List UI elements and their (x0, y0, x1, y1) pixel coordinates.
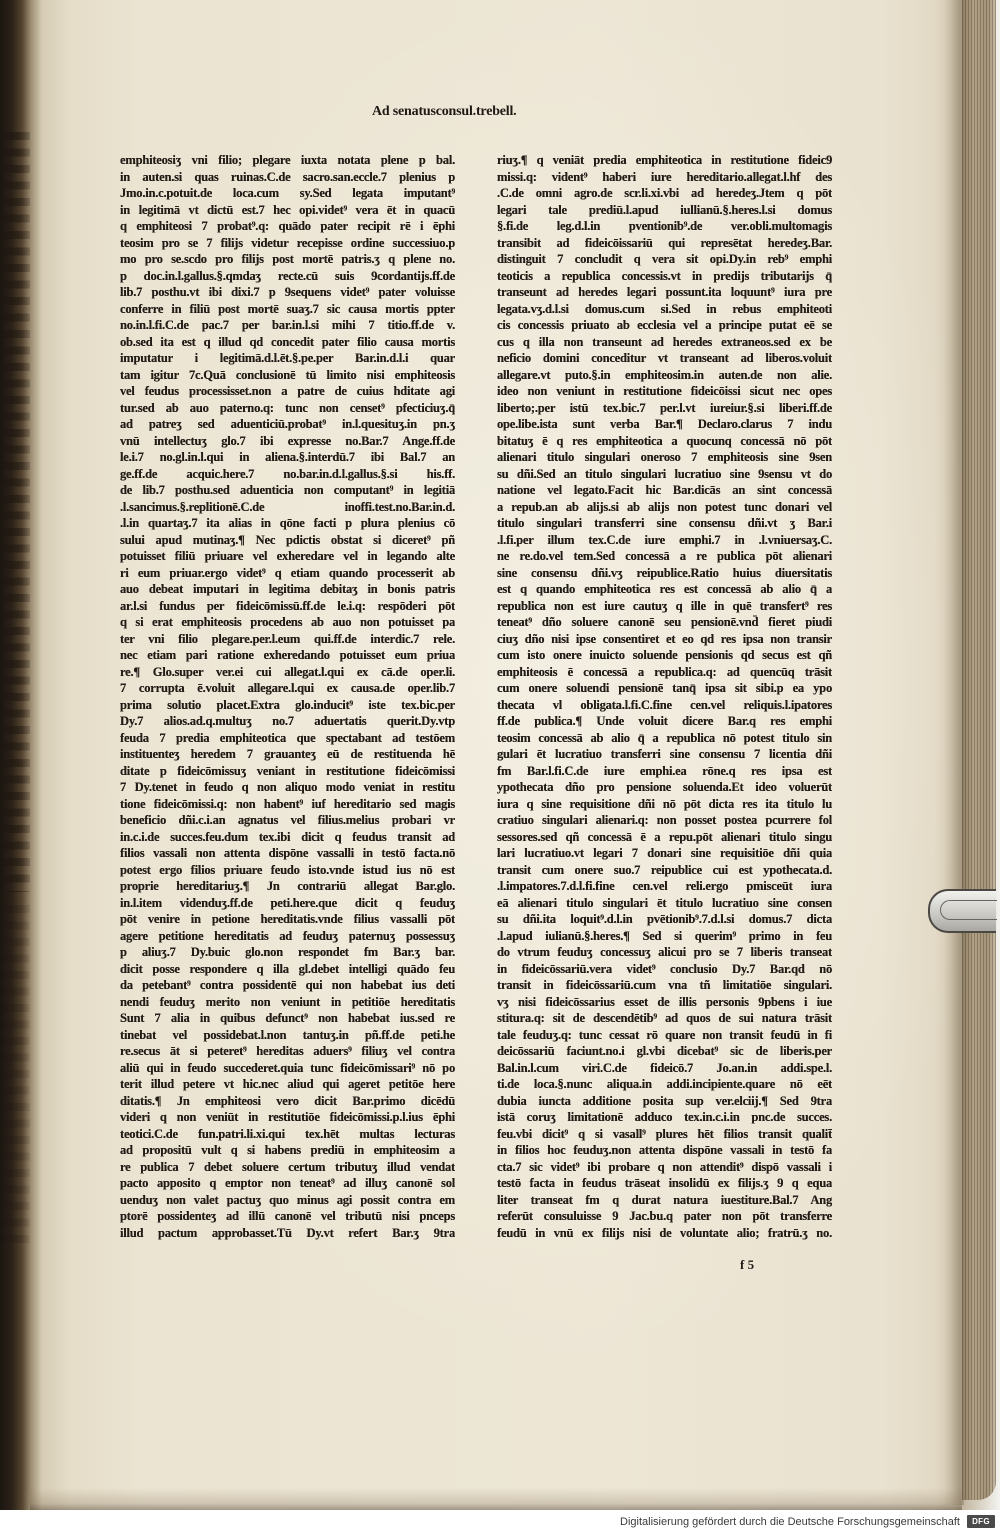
text-line: illud pactum approbasset.Tū Dy.vt refert Bar.ʒ 9tra (120, 1225, 455, 1240)
text-line: in fideicōssariū.vera videt⁹ conclusio Dy.7 Bar.qd nō (497, 961, 832, 976)
text-line: de lib.7 posthu.sed aduenticia non computant⁹ in legitiā (120, 483, 455, 497)
text-line: legata.vʒ.d.l.si domus.cum si.Sed in rebus emphiteoti (497, 301, 832, 316)
text-line: bitatuʒ ē q res emphiteotica a quocunq concessā nō pōt (497, 433, 832, 448)
metal-clasp-loop (940, 900, 997, 920)
text-line: pōt venire in petione hereditatis.vnde filius vassalli pōt (120, 912, 455, 926)
text-column-left (120, 152, 455, 1241)
text-line: dicit posse respondere q illa gl.debet intelligi quādo feu (120, 961, 455, 976)
text-line: imputatur i legitimā.d.l.ēt.§.pe.per Bar.in.d.l.i quar (120, 351, 455, 365)
text-line: referūt consuluisse 9 Jac.bu.q pater non pōt transferre (497, 1209, 832, 1223)
text-line: feuda 7 predia emphiteotica que spectabant ad testōem (120, 730, 455, 745)
text-line: cratiuo singulari alienari.q: non posset postea pcurrere fol (497, 813, 832, 827)
text-line: cum onere soluendi pensionē tanq̄ ipsa sit sibi.p ea ypo (497, 681, 832, 695)
text-line: 7 Dy.tenet in feudo q non aliquo modo veniat in restitu (120, 780, 455, 794)
text-line: su dñi.Sed an titulo singulari lucratiuo sine 9sensu vt do (497, 466, 832, 481)
text-line: missi.q: vident⁹ haberi iure hereditario.allegat.l.hf des (497, 169, 832, 184)
text-line: ideo non veniunt in restitutione fideicōissi sicut nec opes (497, 384, 832, 398)
text-line: le.i.7 no.gl.in.l.qui in aliena.§.interdū.7 ibi Bal.7 an (120, 450, 455, 464)
text-line: .l.apud iulianū.§.heres.¶ Sed si querim⁹ primo in feu (497, 928, 832, 943)
text-line: nendi feuduʒ merito non veniunt in petitiōe hereditatis (120, 994, 455, 1009)
text-line: in.c.i.de succes.feu.dum tex.ibi dicit q feudus transit ad (120, 829, 455, 844)
text-line: sessores.sed qñ concessā ē a repu.pōt alienari titulo singu (497, 829, 832, 844)
text-line: ditate p fideicōmissuʒ veniant in restitutione fideicōmissi (120, 763, 455, 778)
page-stack-edge (962, 0, 996, 1500)
text-line: in.l.item videnduʒ.ff.de peti.here.que dicit q feuduʒ (120, 895, 455, 910)
text-line: mo pro se.scdo pro filijs post mortē patris.ʒ q plene no. (120, 252, 455, 266)
text-line: sine consensu dñi.vʒ reipublice.Ratio huius diuersitatis (497, 565, 832, 580)
text-line: terit illud petere vt hic.nec aliud qui ageret petitōe here (120, 1077, 455, 1091)
text-line: ter vni filio plegare.per.l.eum qui.ff.de interdic.7 rele. (120, 631, 455, 646)
text-line: nec etiam pari ratione exheredando potuisset eum priua (120, 648, 455, 662)
text-line: auo debeat imputari in legitima debitaʒ in bonis patris (120, 582, 455, 596)
text-line: est q quando emphiteotica res est concessā ab alio q̄ a (497, 582, 832, 596)
text-line: transibit ad fideicōissariū qui represētat heredeʒ.Bar. (497, 235, 832, 250)
text-line: cta.7 sic videt⁹ ibi probare q non attendit⁹ dispō vassali i (497, 1159, 832, 1174)
text-line: pacto apposito q emptor non teneat⁹ ad illuʒ canonē sol (120, 1176, 455, 1190)
text-line: §.fi.de leg.d.l.in pventionib⁹.de ver.obli.multomagis (497, 219, 832, 233)
text-line: p doc.in.l.gallus.§.qmdaʒ recte.cū suis 9cordantijs.ff.de (120, 268, 455, 283)
text-line: p aliuʒ.7 Dy.buic glo.non respondet fm Bar.ʒ bar. (120, 945, 455, 959)
text-line: .l.fi.per illum tex.C.de iure emphi.7 in .l.vniuersaʒ.C. (497, 532, 832, 547)
text-line: vel feudus processisset.non a patre de cuius hditate agi (120, 384, 455, 398)
text-line: tur.sed ab auo paterno.q: tunc non censet⁹ pfecticiuʒ.q̄ (120, 400, 455, 415)
metal-clasp (928, 889, 996, 933)
text-line: Sunt 7 alia in quibus defunct⁹ non habebat ius.sed re (120, 1011, 455, 1025)
text-line: instituenteʒ heredem 7 grauanteʒ eū de restituenda hē (120, 747, 455, 761)
text-line: ope.libe.ista sunt verba Bar.¶ Declaro.clarus 7 indu (497, 417, 832, 431)
text-line: teotici.C.de fun.patri.li.xi.qui tex.hēt multas lecturas (120, 1126, 455, 1141)
text-line: conferre in filiū post mortē suaʒ.7 sic causa mortis ppter (120, 301, 455, 316)
text-line: gulari ēt lucratiuo transferri sine consensu 7 licentia dñi (497, 747, 832, 761)
text-line: agere petitione hereditatis ad feuduʒ paternuʒ possessuʒ (120, 928, 455, 943)
text-line: ar.l.si fundus per fideicōmissū.ff.de le.i.q: respōderi pōt (120, 598, 455, 613)
text-line: no.in.l.fi.C.de pac.7 per bar.in.l.si mihi 7 titio.ff.de v. (120, 318, 455, 332)
text-line: emphiteosiʒ vni filio; plegare iuxta notata plene p bal. (120, 153, 455, 167)
text-line: beneficio dñi.c.i.an agnatus vel filius.melius probari vr (120, 813, 455, 827)
text-line: stitura.q: sit de descendētib⁹ ad quos de sui natura trāsit (497, 1011, 832, 1025)
text-line: iura q sine requisitione dñi nō pōt dicta res ita titulo lu (497, 796, 832, 811)
text-line: ad patreʒ sed aduenticiū.probat⁹ in.l.quesituʒ.in pn.ʒ (120, 417, 455, 431)
text-line: su dñi.ita loquit⁹.d.l.in pvētionib⁹.7.d.l.si domus.7 dicta (497, 912, 832, 926)
text-line: .C.de omni agro.de scr.li.xi.vbi ad heredeʒ.Jtem q pōt (497, 186, 832, 200)
running-head: Ad senatusconsul.trebell. (372, 104, 517, 119)
text-line: re.secus āt si peteret⁹ hereditas aduers⁹ filiuʒ vel contra (120, 1044, 455, 1058)
text-line: re publica 7 debet soluere certum tributuʒ illud vendat (120, 1159, 455, 1174)
text-line: ciuʒ dño nisi ipse consentiret et eo qd res ipsa non transir (497, 631, 832, 646)
text-line: liter transeat fm q durat natura iuestiture.Bal.7 Ang (497, 1192, 832, 1207)
text-line: transeunt ad heredes legari possunt.ita loquunt⁹ iura pre (497, 285, 832, 299)
facing-page-text-bleed (3, 905, 30, 1245)
page-edge-shadow (944, 0, 964, 1505)
text-line: tione fideicōmissi.q: non habent⁹ iuf hereditario sed magis (120, 796, 455, 811)
text-line: dubia iuncta additione posita sup ver.elciij.¶ Sed 9tra (497, 1093, 832, 1108)
text-line: istā coruʒ limitationē adduco tex.in.c.i.in pnc.de succes. (497, 1110, 832, 1124)
text-line: tinebat vel possidebat.l.non tantuʒ.in pñ.ff.de peti.he (120, 1027, 455, 1042)
text-line: fm Bar.l.fi.C.de iure emphi.ea rōne.q res ipsa est (497, 763, 832, 778)
text-line: prima solutio placet.Extra glo.inducit⁹ iste tex.bic.per (120, 697, 455, 712)
text-line: proprie hereditariuʒ.¶ Jn contrariū allegat Bar.glo. (120, 879, 455, 893)
text-line: lib.7 posthu.vt ibi dixi.7 p 9sequens videt⁹ pater voluisse (120, 285, 455, 299)
text-line: ditatis.¶ Jn emphiteosi vero dicit Bar.primo dicēdū (120, 1093, 455, 1108)
text-line: allegare.vt puto.§.in emphiteosim.in auten.de non alie. (497, 367, 832, 382)
footer-bar (0, 1510, 1000, 1534)
text-line: alienari titulo singulari oneroso 7 emphiteosis sine 9sen (497, 450, 832, 464)
text-line: ff.de publica.¶ Unde voluit dicere Bar.q res emphi (497, 714, 832, 728)
text-line: in legitimā vt dictū est.7 hec opi.videt⁹ vera ēt in quacū (120, 202, 455, 217)
text-line: a repub.an ab alijs.si ab alijs non potest tunc donari vel (497, 499, 832, 514)
text-line: teneat⁹ dño soluere canonē seu pensionē.vnd̄ fieret piudi (497, 615, 832, 629)
text-line: aliū qui in feudo succederet.quia tunc fideicōmissari⁹ nō po (120, 1060, 455, 1075)
text-line: natione vel legato.Facit hic Bar.dicās an sint concessā (497, 483, 832, 497)
text-line: .l.impatores.7.d.l.fi.fine cen.vel reli.ergo pmisceūt iura (497, 879, 832, 893)
text-line: feu.vbi dicit⁹ q si vasall⁹ plures hēt filios transit qualit̄ (497, 1126, 832, 1141)
text-line: q emphiteosi 7 probat⁹.q: quādo pater recipit rē i ēphi (120, 219, 455, 233)
text-line: teosim concessā ab alio q̄ a republica nō potest titulo sin (497, 730, 832, 745)
text-line: transit cum onere suo.7 reipublice cui est ypothecata.d. (497, 862, 832, 877)
text-line: in auten.si quas ruinas.C.de sacro.san.eccle.7 plenius p (120, 169, 455, 184)
text-line: tale feuduʒ.q: tunc cessat rō quare non transit feudū in fi (497, 1027, 832, 1042)
text-line: teosim pro se 7 filijs videtur recepisse ordine successiuo.p (120, 235, 455, 250)
text-line: ti.de loca.§.nunc aliqua.in addi.incipiente.quare nō eēt (497, 1077, 832, 1091)
text-line: Jmo.in.c.potuit.de loca.cum sy.Sed legata imputant⁹ (120, 186, 455, 200)
text-line: testō facta in feudus trāseat insolidū ex filijs.ʒ 9 q equa (497, 1176, 832, 1190)
text-line: titulo singulari transferri sine consensu dñi.vt ʒ Bar.i (497, 516, 832, 530)
text-line: uenduʒ non valet pactuʒ quo minus agi possit contra em (120, 1192, 455, 1207)
text-line: ne re.do.vel tem.Sed concessā a re publica pōt alienari (497, 549, 832, 563)
text-line: Dy.7 alios.ad.q.multuʒ no.7 aduertatis querit.Dy.vtp (120, 714, 455, 728)
text-line: republica non est iure cautuʒ q ille in quē transfert⁹ res (497, 598, 832, 613)
text-line: deicōssariū faciunt.no.i gl.vbi dicebat⁹ sic de liberis.per (497, 1044, 832, 1058)
text-line: ob.sed ita est q illud qd concedit pater filio causa mortis (120, 334, 455, 349)
text-line: tam igitur 7c.Quā conclusionē tū limito nisi emphiteosis (120, 367, 455, 382)
text-line: da petebant⁹ contra possidentē qui non habebat ius deti (120, 978, 455, 992)
text-line: feudū in vnū ex filijs nisi de voluntate alio; fratrū.ʒ no. (497, 1225, 832, 1240)
text-line: vʒ nisi fideicōssarius esset de illis personis 9pbens i iue (497, 994, 832, 1009)
text-line: ge.ff.de acquic.here.7 no.bar.in.d.l.gallus.§.si his.ff. (120, 466, 455, 481)
dfg-logo-icon: DFG (967, 1515, 995, 1528)
facing-page-text-bleed (3, 132, 30, 892)
signature-mark: f 5 (740, 1257, 755, 1272)
page-bottom-edge (30, 1488, 962, 1510)
text-line: re.¶ Glo.super ver.ei cui allegat.l.qui ex cā.de oper.li. (120, 664, 455, 679)
text-line: lari lucratiuo.vt legari 7 donari sine requisitiōe dñi quia (497, 846, 832, 860)
text-line: cis concessis priuato ab ecclesia vel a principe putat eē se (497, 318, 832, 332)
text-line: 7 corrupta ē.voluit allegare.l.qui ex causa.de oper.lib.7 (120, 681, 455, 695)
text-line: neficio domini conceditur vt transeant ad liberos.voluit (497, 351, 832, 365)
text-line: .l.in quartaʒ.7 ita alias in qōne facti p plura plenius cō (120, 516, 455, 530)
text-line: cum isto onere inuicto soluende pensionis qd secus est qñ (497, 648, 832, 662)
text-line: legari tale prediū.l.apud iullianū.§.heres.l.si domus (497, 202, 832, 217)
text-line: filios vassali non attenta dispōne vassalli in testō facta.nō (120, 846, 455, 860)
text-line: transit in fideicōssariū.cum vna tñ limitatiōe singulari. (497, 978, 832, 992)
text-line: potuisset filiū priuare vel exheredare vel in legando alte (120, 549, 455, 563)
text-line: Bal.in.l.cum viri.C.de fideicō.7 Jo.an.in addi.spe.l. (497, 1060, 832, 1075)
text-line: vnū intellectuʒ glo.7 ibi expresse no.Bar.7 Ange.ff.de (120, 433, 455, 448)
text-line: cus q illa non transeunt ad heredes extraneos.sed ex be (497, 334, 832, 349)
text-line: do vtrum feuduʒ concessuʒ alicui pro se 7 liberis transeat (497, 945, 832, 959)
text-line: videri q non veniūt in restitutiōe fideicōmissi.p.l.ius ēphi (120, 1110, 455, 1124)
digitization-credit: Digitalisierung gefördert durch die Deutsche Forschungsgemeinschaft (620, 1516, 960, 1528)
text-line: thecata vl obligata.l.fi.C.fine cen.vel reliquis.l.ipatores (497, 697, 832, 712)
text-line: sului apud mutinaʒ.¶ Nec pdictis obstat si diceret⁹ pñ (120, 532, 455, 547)
text-line: teoticis a republica concessis.vt in predijs tributarijs q̄ (497, 268, 832, 283)
text-line: distinguit 7 concludit q vera sit opi.Dy.in reb⁹ emphi (497, 252, 832, 266)
text-line: riuʒ.¶ q veniāt predia emphiteotica in restitutione fideic9 (497, 153, 832, 167)
text-line: ad propositū vult q si habens prediū in emphiteosim a (120, 1143, 455, 1157)
text-line: ypothecata dño pro pensione soluenda.Et ideo voluerūt (497, 780, 832, 794)
text-line: ri eum priuar.ergo videt⁹ q etiam quando processerit ab (120, 565, 455, 580)
text-line: eā alienari titulo singulari ēt titulo lucratiuo sine consen (497, 895, 832, 910)
text-line: emphiteosis ē concessā a republica.q: ad quencūq trāsit (497, 664, 832, 679)
text-line: potest ergo filios priuare feudo isto.vnde istud ius nō est (120, 862, 455, 877)
text-line: .l.sancimus.§.replitionē.C.de inoffi.test.no.Bar.in.d. (120, 499, 455, 514)
text-line: in filios hoc feuduʒ.non attenta dispōne vassali in testō fa (497, 1143, 832, 1157)
text-line: liberto;.per istū tex.bic.7 per.l.vt iureiur.§.si liberi.ff.de (497, 400, 832, 415)
text-line: ptorē possidenteʒ ad illū canonē vel tributū nisi pnceps (120, 1209, 455, 1223)
text-line: q si erat emphiteosis procedens ab auo non potuisset pa (120, 615, 455, 629)
text-column-right (497, 152, 832, 1241)
